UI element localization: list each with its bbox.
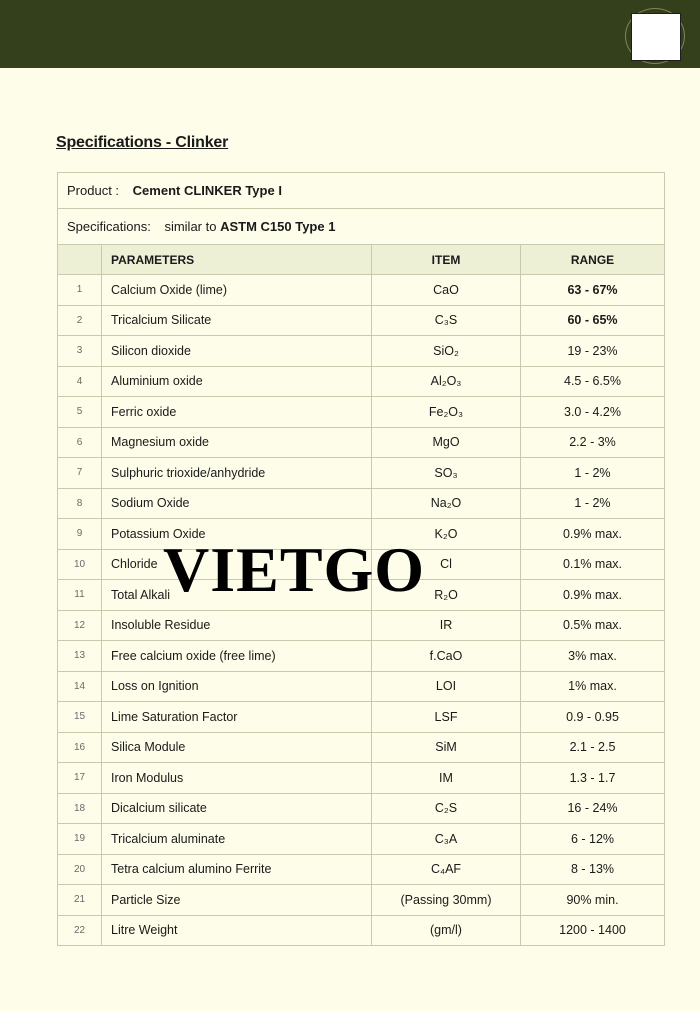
parameter-cell: Litre Weight xyxy=(102,915,372,946)
row-number: 5 xyxy=(58,397,102,428)
range-cell: 16 - 24% xyxy=(521,793,665,824)
item-cell: SiM xyxy=(372,732,521,763)
product-cell xyxy=(58,173,665,209)
table-row xyxy=(58,366,665,397)
row-number: 8 xyxy=(58,488,102,519)
range-cell: 2.1 - 2.5 xyxy=(521,732,665,763)
item-cell: Na₂O xyxy=(372,488,521,519)
parameter-cell: Sulphuric trioxide/anhydride xyxy=(102,458,372,489)
parameter-cell: Aluminium oxide xyxy=(102,366,372,397)
range-cell: 1 - 2% xyxy=(521,488,665,519)
specifications-row xyxy=(58,209,665,245)
parameter-cell: Calcium Oxide (lime) xyxy=(102,275,372,306)
item-cell: C₃S xyxy=(372,305,521,336)
watermark: VIETGO xyxy=(163,534,426,605)
specifications-label: Specifications: xyxy=(67,219,151,234)
row-number: 7 xyxy=(58,458,102,489)
item-cell: (Passing 30mm) xyxy=(372,885,521,916)
range-cell: 1200 - 1400 xyxy=(521,915,665,946)
table-row xyxy=(58,824,665,855)
table-row xyxy=(58,702,665,733)
item-cell: C₂S xyxy=(372,793,521,824)
row-number: 1 xyxy=(58,275,102,306)
header-parameters: PARAMETERS xyxy=(102,245,372,275)
parameter-cell: Tricalcium Silicate xyxy=(102,305,372,336)
range-cell: 3.0 - 4.2% xyxy=(521,397,665,428)
range-cell: 0.9% max. xyxy=(521,580,665,611)
table-row xyxy=(58,305,665,336)
table-row xyxy=(58,732,665,763)
row-number: 15 xyxy=(58,702,102,733)
row-number: 21 xyxy=(58,885,102,916)
parameter-cell: Total Alkali xyxy=(102,580,372,611)
table-row xyxy=(58,793,665,824)
item-cell: Fe₂O₃ xyxy=(372,397,521,428)
header-no xyxy=(58,245,102,275)
product-value: Cement CLINKER Type I xyxy=(132,183,282,198)
row-number: 12 xyxy=(58,610,102,641)
range-cell: 1.3 - 1.7 xyxy=(521,763,665,794)
header-bar xyxy=(0,0,700,68)
parameter-cell: Loss on Ignition xyxy=(102,671,372,702)
item-cell: C₄AF xyxy=(372,854,521,885)
product-label: Product : xyxy=(67,183,120,198)
range-cell: 60 - 65% xyxy=(521,305,665,336)
table-row xyxy=(58,915,665,946)
range-cell: 1% max. xyxy=(521,671,665,702)
row-number: 18 xyxy=(58,793,102,824)
table-row xyxy=(58,397,665,428)
item-cell: C₃A xyxy=(372,824,521,855)
range-cell: 2.2 - 3% xyxy=(521,427,665,458)
range-cell: 6 - 12% xyxy=(521,824,665,855)
row-number: 2 xyxy=(58,305,102,336)
parameter-cell: Ferric oxide xyxy=(102,397,372,428)
table-row xyxy=(58,336,665,367)
section-title: Specifications - Clinker xyxy=(56,134,229,151)
range-cell: 0.1% max. xyxy=(521,549,665,580)
row-number: 22 xyxy=(58,915,102,946)
table-row xyxy=(58,488,665,519)
table-row xyxy=(58,763,665,794)
range-cell: 90% min. xyxy=(521,885,665,916)
table-row xyxy=(58,427,665,458)
table-row xyxy=(58,275,665,306)
item-cell: IR xyxy=(372,610,521,641)
range-cell: 0.9 - 0.95 xyxy=(521,702,665,733)
specifications-cell xyxy=(58,209,665,245)
row-number: 16 xyxy=(58,732,102,763)
range-cell: 0.5% max. xyxy=(521,610,665,641)
item-cell: (gm/l) xyxy=(372,915,521,946)
row-number: 6 xyxy=(58,427,102,458)
range-cell: 19 - 23% xyxy=(521,336,665,367)
row-number: 4 xyxy=(58,366,102,397)
logo-box xyxy=(631,13,681,61)
row-number: 3 xyxy=(58,336,102,367)
parameter-cell: Tetra calcium alumino Ferrite xyxy=(102,854,372,885)
range-cell: 63 - 67% xyxy=(521,275,665,306)
row-number: 9 xyxy=(58,519,102,550)
range-cell: 8 - 13% xyxy=(521,854,665,885)
range-cell: 4.5 - 6.5% xyxy=(521,366,665,397)
item-cell: IM xyxy=(372,763,521,794)
product-row xyxy=(58,173,665,209)
table-row xyxy=(58,885,665,916)
row-number: 13 xyxy=(58,641,102,672)
item-cell: SiO₂ xyxy=(372,336,521,367)
row-number: 17 xyxy=(58,763,102,794)
parameter-cell: Silica Module xyxy=(102,732,372,763)
specifications-prefix: similar to xyxy=(164,219,217,234)
item-cell: Cl xyxy=(372,549,521,580)
row-number: 14 xyxy=(58,671,102,702)
item-cell: SO₃ xyxy=(372,458,521,489)
item-cell: CaO xyxy=(372,275,521,306)
item-cell: MgO xyxy=(372,427,521,458)
table-row xyxy=(58,458,665,489)
parameter-cell: Chloride xyxy=(102,549,372,580)
range-cell: 0.9% max. xyxy=(521,519,665,550)
parameter-cell: Free calcium oxide (free lime) xyxy=(102,641,372,672)
item-cell: K₂O xyxy=(372,519,521,550)
parameter-cell: Iron Modulus xyxy=(102,763,372,794)
range-cell: 3% max. xyxy=(521,641,665,672)
parameter-cell: Silicon dioxide xyxy=(102,336,372,367)
parameter-cell: Lime Saturation Factor xyxy=(102,702,372,733)
header-item: ITEM xyxy=(372,245,521,275)
row-number: 10 xyxy=(58,549,102,580)
header-range: RANGE xyxy=(521,245,665,275)
table-header-row xyxy=(58,245,665,275)
item-cell: Al₂O₃ xyxy=(372,366,521,397)
table-row xyxy=(58,854,665,885)
table-row xyxy=(58,641,665,672)
item-cell: R₂O xyxy=(372,580,521,611)
item-cell: LOI xyxy=(372,671,521,702)
row-number: 19 xyxy=(58,824,102,855)
parameter-cell: Tricalcium aluminate xyxy=(102,824,372,855)
range-cell: 1 - 2% xyxy=(521,458,665,489)
parameter-cell: Potassium Oxide xyxy=(102,519,372,550)
row-number: 20 xyxy=(58,854,102,885)
specifications-standard: ASTM C150 Type 1 xyxy=(220,219,336,234)
parameter-cell: Dicalcium silicate xyxy=(102,793,372,824)
item-cell: f.CaO xyxy=(372,641,521,672)
parameter-cell: Particle Size xyxy=(102,885,372,916)
parameter-cell: Sodium Oxide xyxy=(102,488,372,519)
parameter-cell: Insoluble Residue xyxy=(102,610,372,641)
table-row xyxy=(58,610,665,641)
row-number: 11 xyxy=(58,580,102,611)
table-row xyxy=(58,671,665,702)
item-cell: LSF xyxy=(372,702,521,733)
parameter-cell: Magnesium oxide xyxy=(102,427,372,458)
